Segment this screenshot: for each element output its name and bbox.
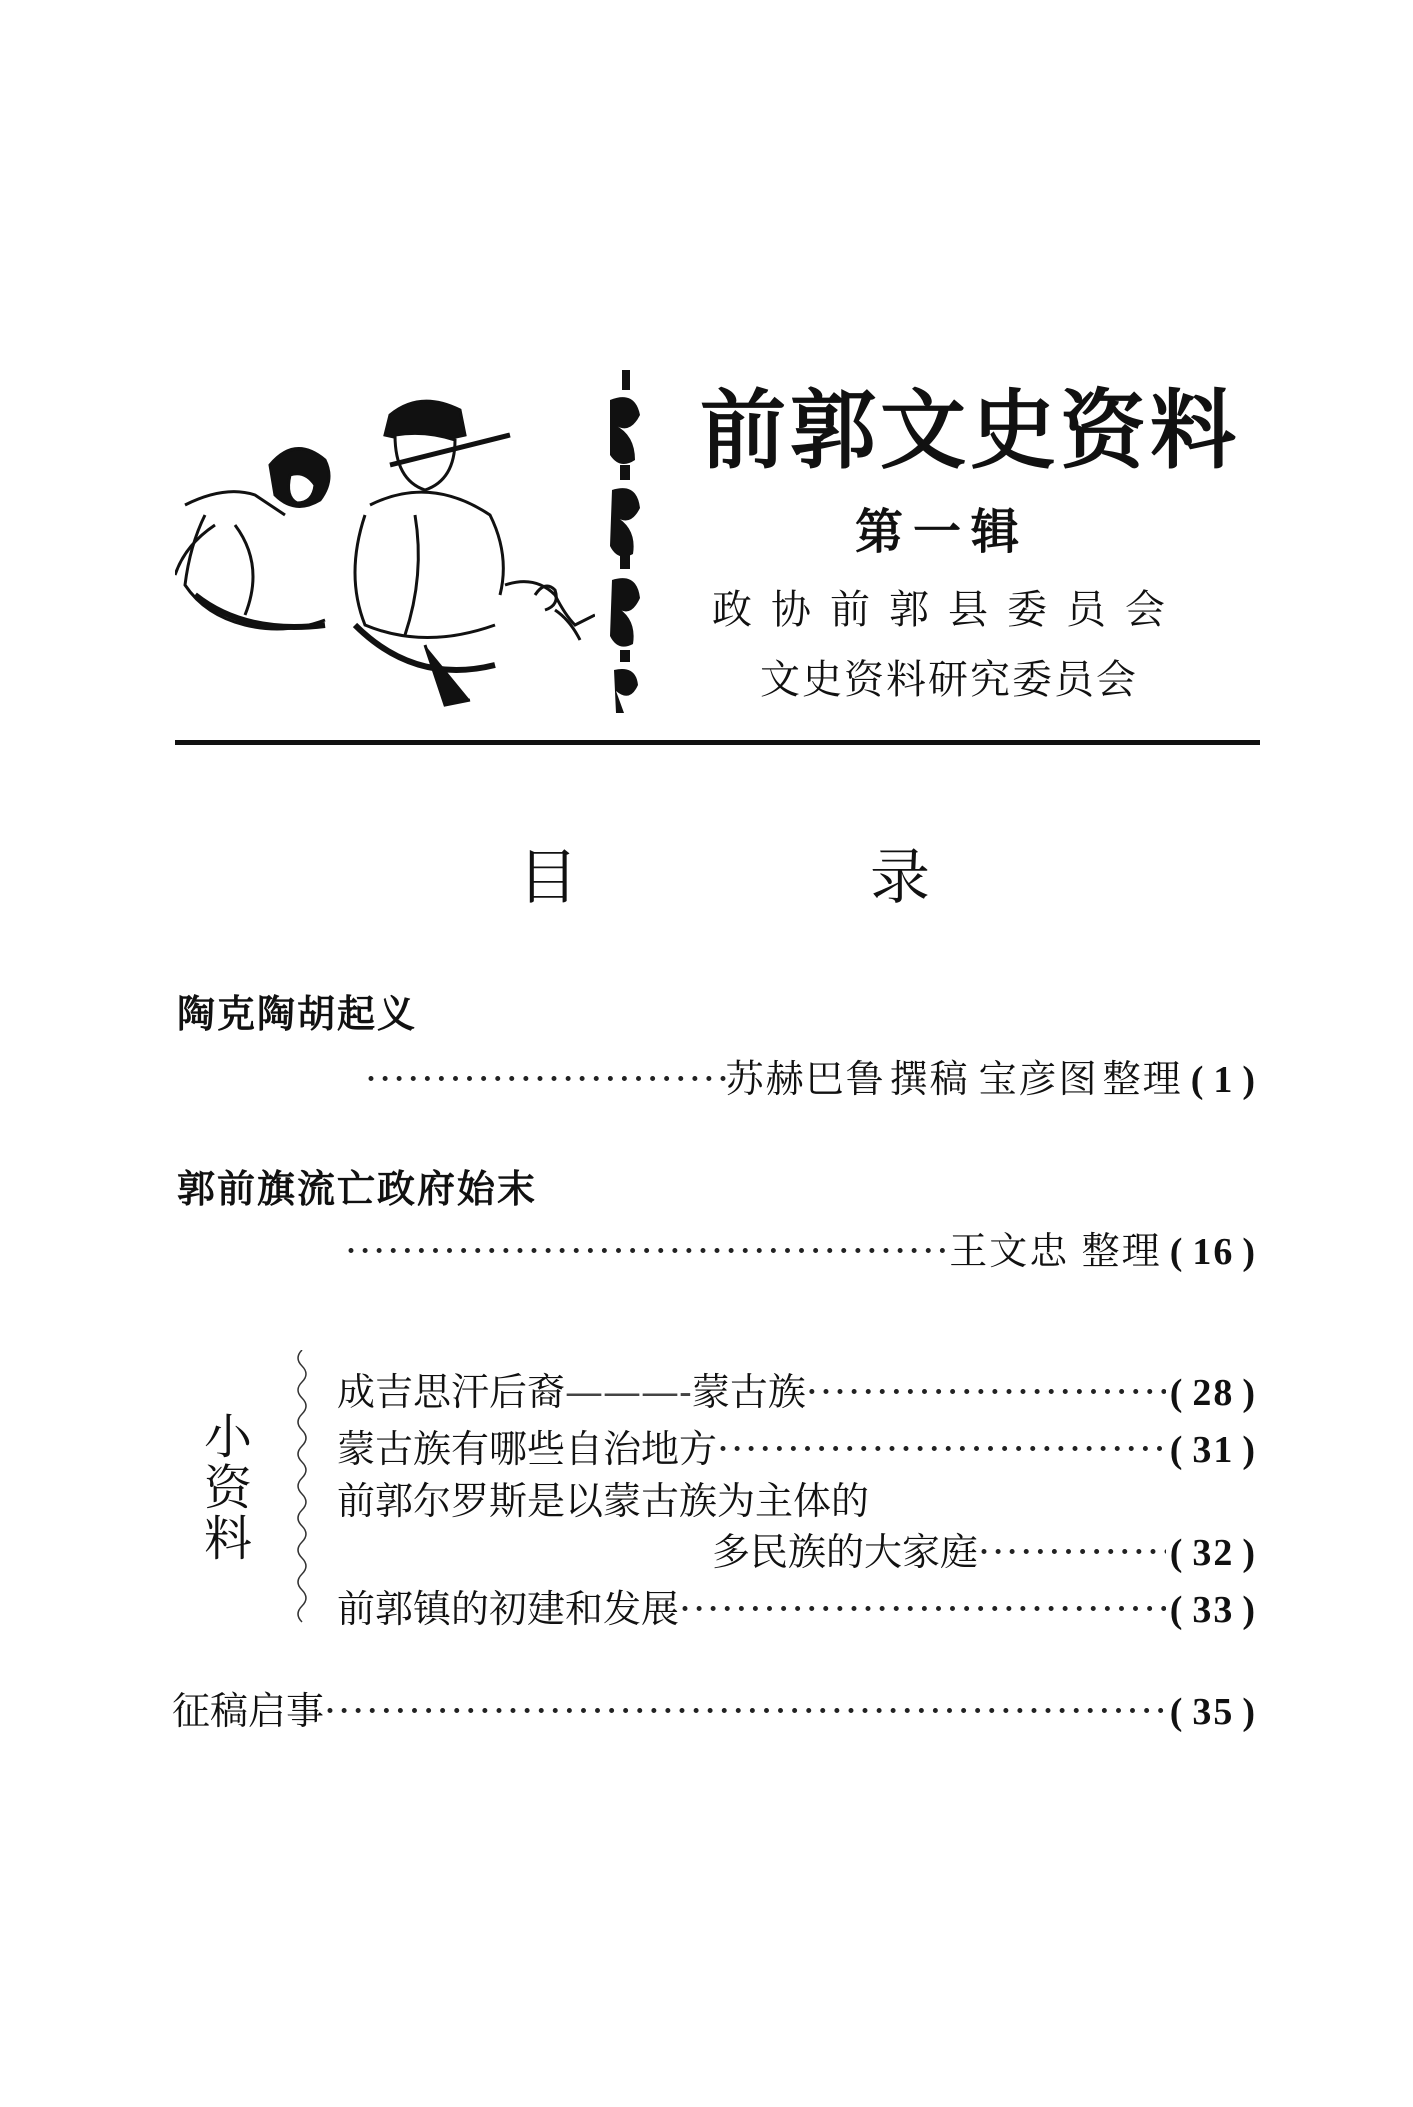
small-materials-label: 小 资 料 (203, 1409, 252, 1567)
toc-heading-char-2: 录 (870, 843, 930, 913)
page-number: ( 32 ) (1169, 1532, 1257, 1574)
publisher-line-1: 政协前郭县委员会 (712, 587, 1184, 633)
item-title-part-b: 蒙古族 (691, 1370, 806, 1414)
toc-entry-title: 郭前旗流亡政府始末 (177, 1166, 538, 1211)
closing-title: 征稿启事 (172, 1689, 325, 1733)
editor-name: 宝彦图 (978, 1057, 1099, 1101)
editor-name: 王文忠 (949, 1229, 1070, 1273)
leader-dots (717, 1430, 1166, 1468)
item-title: 前郭镇的初建和发展 (337, 1587, 680, 1631)
two-musicians-flute-illustration-icon (175, 395, 595, 725)
item-title: 蒙古族有哪些自治地方 (337, 1427, 718, 1471)
page-number: ( 33 ) (1169, 1589, 1257, 1631)
leader-dots (365, 1060, 726, 1098)
leader-dots (806, 1373, 1166, 1411)
small-material-item (337, 1587, 1257, 1631)
header-divider (175, 740, 1260, 745)
toc-heading-char-1: 目 (518, 843, 578, 913)
leader-dots (978, 1533, 1166, 1571)
toc-entry-line (345, 1229, 1257, 1273)
mongolian-script-ornament-icon (600, 370, 650, 715)
item-title-dash: ———- (565, 1370, 692, 1414)
toc-entry-line (365, 1057, 1257, 1101)
issue-label: 第一辑 (855, 504, 1030, 560)
toc-entry-title: 陶克陶胡起义 (177, 991, 418, 1036)
page-number: ( 16 ) (1169, 1231, 1257, 1273)
editor-role: 整理 (1102, 1057, 1183, 1101)
page-number: ( 1 ) (1190, 1059, 1257, 1101)
page-number: ( 35 ) (1169, 1691, 1257, 1733)
item-title-part-a: 成吉思汗后裔 (337, 1370, 566, 1414)
toc-closing-entry (172, 1689, 1257, 1733)
item-title: 前郭尔罗斯是以蒙古族为主体的 (337, 1479, 870, 1523)
small-material-item-line-2 (712, 1530, 1257, 1574)
leader-dots (345, 1232, 949, 1270)
small-material-item-line-1 (337, 1479, 1257, 1523)
publication-title: 前郭文史资料 (700, 380, 1240, 481)
author-role: 撰稿 (889, 1057, 970, 1101)
small-material-item (337, 1427, 1257, 1471)
leader-dots (679, 1590, 1166, 1628)
leader-dots (324, 1692, 1166, 1730)
side-bracket-ornament (287, 1350, 317, 1630)
page-number: ( 28 ) (1169, 1372, 1257, 1414)
editor-role: 整理 (1081, 1229, 1162, 1273)
small-material-item (337, 1370, 1257, 1414)
page-number: ( 31 ) (1169, 1429, 1257, 1471)
publisher-line-2: 文史资料研究委员会 (760, 657, 1138, 703)
item-title-continued: 多民族的大家庭 (712, 1530, 979, 1574)
author-name: 苏赫巴鲁 (725, 1057, 886, 1101)
